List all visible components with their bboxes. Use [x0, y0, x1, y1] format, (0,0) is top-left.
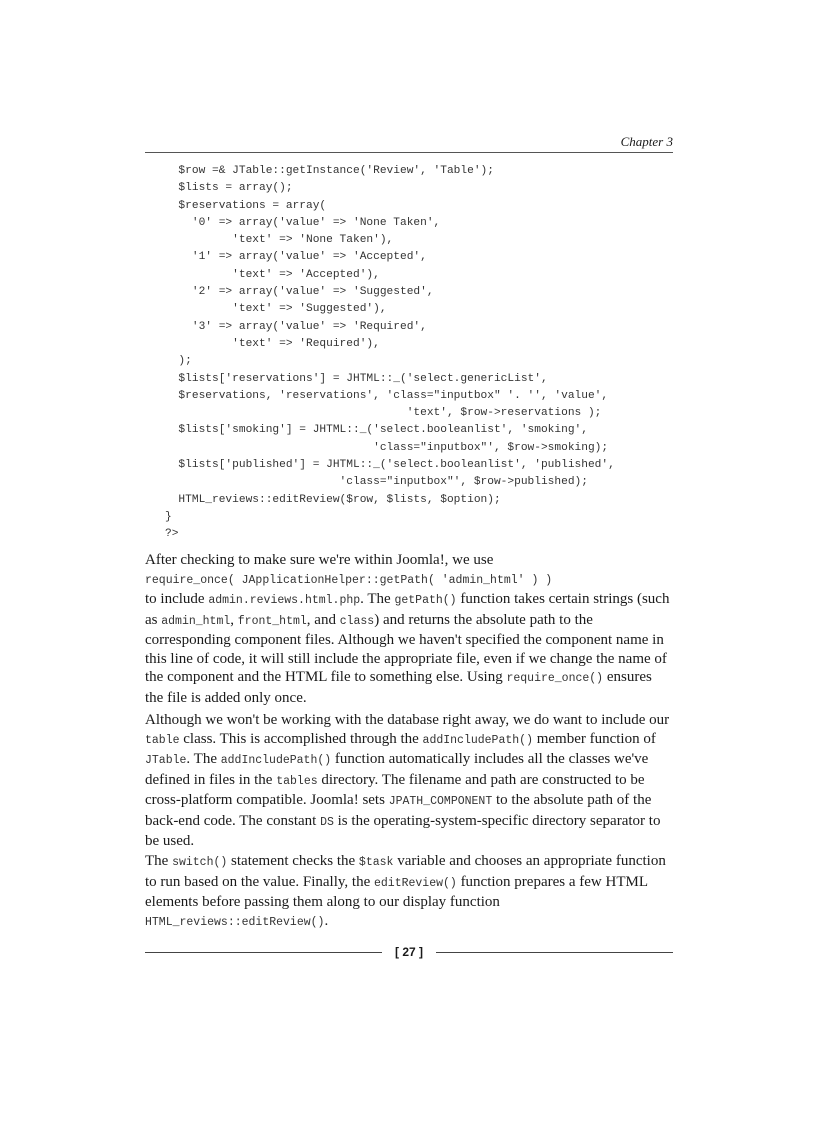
- text-run: .: [324, 912, 329, 929]
- inline-code: admin_html: [161, 614, 231, 628]
- code-line: $lists = array();: [165, 182, 293, 195]
- code-line: 'class="inputbox"', $row->smoking);: [165, 441, 609, 454]
- text-run: function prepares a few HTML elements before passing them along to our display function: [145, 873, 648, 910]
- code-line: 'text' => 'Accepted'),: [165, 268, 380, 281]
- inline-code: switch(): [172, 856, 228, 869]
- inline-code: addIncludePath(): [422, 733, 533, 747]
- code-line: '2' => array('value' => 'Suggested',: [165, 286, 434, 299]
- text-run: member function of: [532, 730, 656, 747]
- code-line: $lists['smoking'] = JHTML::_('select.booleanlist', 'smoking',: [165, 424, 588, 437]
- text-run: function automatically includes all the classes we've defined in files in the: [145, 751, 649, 788]
- text-run: Although we won't be working with the database right away, we do want to include our: [145, 712, 670, 728]
- text-run: ) and returns the absolute path to the corresponding component files. Although we haven't specified the component name in this line of code, it will still include the appropriate file, even if we change the name of the component and the HTML file to something else. Using: [145, 611, 667, 685]
- inline-code: addIncludePath(): [220, 754, 332, 767]
- text-run: class. This is accomplished through the: [179, 730, 423, 747]
- inline-code: front_html: [237, 614, 307, 628]
- text-run: function takes certain strings (such as: [145, 591, 670, 628]
- php-code-block: [165, 163, 615, 544]
- text-run: to include: [145, 591, 209, 607]
- code-line: '3' => array('value' => 'Required',: [165, 320, 427, 333]
- inline-code: table: [145, 733, 180, 747]
- inline-code: tables: [276, 774, 318, 788]
- text-run: is the operating-system-specific directory separator to be used.: [145, 812, 661, 849]
- code-line: 'text' => 'Suggested'),: [165, 303, 387, 316]
- code-line: ?>: [165, 528, 179, 541]
- text-run: ,: [230, 611, 238, 628]
- inline-code: $task: [358, 856, 394, 869]
- page-footer: [145, 943, 673, 961]
- code-line: $row =& JTable::getInstance('Review', 'Table');: [165, 165, 494, 177]
- paragraph-require-once: [145, 551, 673, 707]
- code-line: );: [165, 355, 192, 368]
- text-run: . The: [360, 591, 395, 607]
- text-run: ensures the file is added only once.: [145, 669, 652, 706]
- code-line: 'text', $row->reservations );: [165, 407, 602, 420]
- inline-code: require_once(): [506, 672, 604, 685]
- text-run: directory. The filename and path are constructed to be cross-platform compatible. Joomla! sets: [145, 771, 645, 808]
- text-run: variable and chooses an appropriate function to run based on the value. Finally, the: [145, 853, 666, 890]
- code-line: 'class="inputbox"', $row->published);: [165, 476, 588, 489]
- code-line: '0' => array('value' => 'None Taken',: [165, 216, 441, 229]
- inline-code: require_once( JApplicationHelper::getPath( 'admin_html' ) ): [145, 573, 553, 587]
- paragraph-switch-statement: [145, 852, 673, 932]
- inline-code: JTable: [145, 754, 187, 767]
- code-line: 'text' => 'None Taken'),: [165, 234, 394, 247]
- code-line: HTML_reviews::editReview($row, $lists, $option);: [165, 493, 501, 506]
- code-line: $reservations = array(: [165, 199, 327, 212]
- inline-code: DS: [320, 815, 334, 829]
- text-run: After checking to make sure we're within Joomla!, we use: [145, 552, 494, 568]
- paragraph-include-path: [145, 711, 673, 851]
- code-line: $reservations, 'reservations', 'class="inputbox" '. '', 'value',: [165, 389, 609, 402]
- code-line: '1' => array('value' => 'Accepted',: [165, 251, 427, 264]
- inline-code: class: [339, 614, 375, 628]
- inline-code: getPath(): [394, 594, 457, 607]
- inline-code: editReview(): [373, 876, 457, 890]
- inline-code: HTML_reviews::editReview(): [145, 915, 325, 929]
- inline-code: admin.reviews.html.php: [208, 594, 361, 607]
- text-run: The: [145, 853, 173, 869]
- footer-rule-right: [436, 952, 673, 953]
- text-run: statement checks the: [227, 853, 359, 869]
- inline-code: JPATH_COMPONENT: [388, 795, 493, 808]
- text-run: . The: [186, 751, 221, 767]
- code-line: $lists['reservations'] = JHTML::_('select.genericList',: [165, 372, 548, 385]
- chapter-header: Chapter 3: [145, 134, 673, 153]
- code-line: }: [165, 510, 172, 523]
- page-number: [ 27 ]: [394, 945, 423, 959]
- text-run: to the absolute path of the back-end code. The constant: [145, 792, 652, 829]
- code-line: $lists['published'] = JHTML::_('select.booleanlist', 'published',: [165, 459, 615, 472]
- footer-rule-left: [145, 952, 382, 953]
- code-line: 'text' => 'Required'),: [165, 337, 380, 350]
- text-run: , and: [306, 611, 340, 628]
